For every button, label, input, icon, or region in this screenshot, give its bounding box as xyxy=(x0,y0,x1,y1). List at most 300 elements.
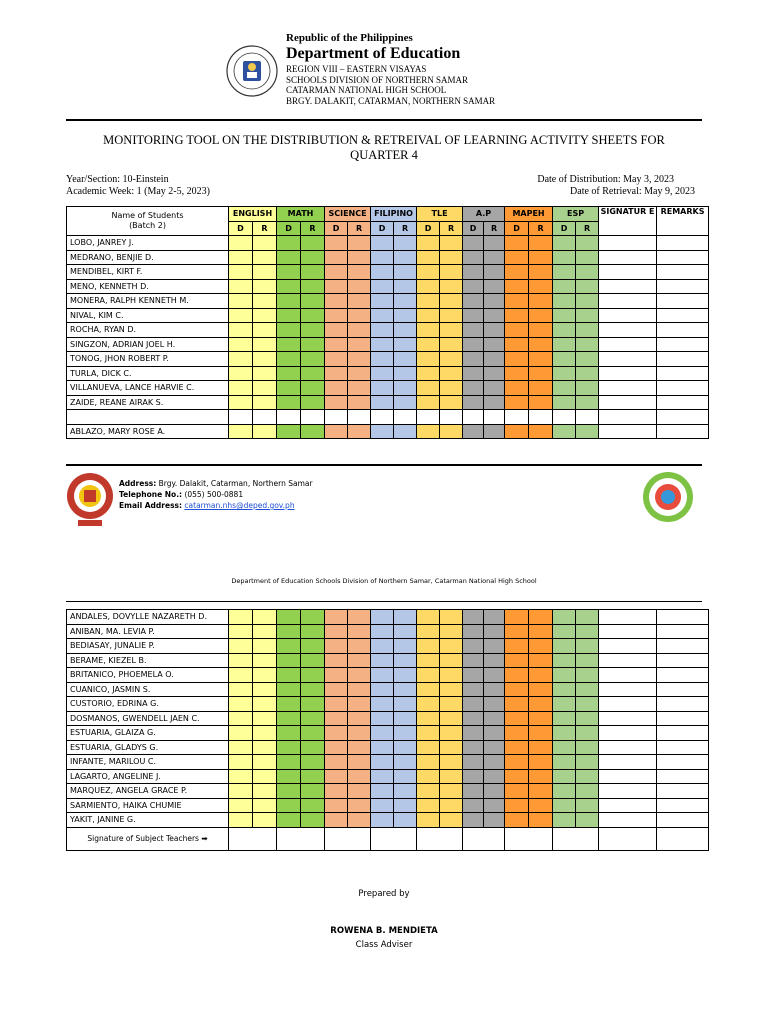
retrieved-checkbox[interactable] xyxy=(301,250,325,265)
signature-cell[interactable] xyxy=(599,697,657,712)
retrieved-checkbox[interactable] xyxy=(348,755,371,770)
signature-cell[interactable] xyxy=(599,610,657,625)
retrieved-checkbox[interactable] xyxy=(440,395,463,410)
retrieved-checkbox[interactable] xyxy=(440,668,463,683)
signature-cell[interactable] xyxy=(599,366,657,381)
retrieved-checkbox[interactable] xyxy=(576,769,599,784)
distributed-checkbox[interactable] xyxy=(553,697,576,712)
remarks-cell[interactable] xyxy=(657,424,709,439)
distributed-checkbox[interactable] xyxy=(463,265,484,280)
distributed-checkbox[interactable] xyxy=(325,250,348,265)
distributed-checkbox[interactable] xyxy=(371,639,394,654)
distributed-checkbox[interactable] xyxy=(371,352,394,367)
retrieved-checkbox[interactable] xyxy=(576,236,599,251)
teacher-signature-cell[interactable] xyxy=(505,827,553,850)
distributed-checkbox[interactable] xyxy=(553,337,576,352)
retrieved-checkbox[interactable] xyxy=(253,294,277,309)
distributed-checkbox[interactable] xyxy=(229,323,253,338)
retrieved-checkbox[interactable] xyxy=(440,813,463,828)
retrieved-checkbox[interactable] xyxy=(484,697,505,712)
retrieved-checkbox[interactable] xyxy=(529,711,553,726)
distributed-checkbox[interactable] xyxy=(417,740,440,755)
distributed-checkbox[interactable] xyxy=(229,755,253,770)
distributed-checkbox[interactable] xyxy=(229,236,253,251)
signature-cell[interactable] xyxy=(599,279,657,294)
retrieved-checkbox[interactable] xyxy=(394,813,417,828)
distributed-checkbox[interactable] xyxy=(325,610,348,625)
distributed-checkbox[interactable] xyxy=(417,813,440,828)
distributed-checkbox[interactable] xyxy=(325,755,348,770)
distributed-checkbox[interactable] xyxy=(277,813,301,828)
distributed-checkbox[interactable] xyxy=(463,337,484,352)
distributed-checkbox[interactable] xyxy=(229,294,253,309)
retrieved-checkbox[interactable] xyxy=(394,624,417,639)
distributed-checkbox[interactable] xyxy=(325,366,348,381)
retrieved-checkbox[interactable] xyxy=(253,424,277,439)
distributed-checkbox[interactable] xyxy=(277,279,301,294)
retrieved-checkbox[interactable] xyxy=(440,381,463,396)
retrieved-checkbox[interactable] xyxy=(484,726,505,741)
distributed-checkbox[interactable] xyxy=(229,726,253,741)
distributed-checkbox[interactable] xyxy=(505,653,529,668)
distributed-checkbox[interactable] xyxy=(463,726,484,741)
remarks-cell[interactable] xyxy=(657,639,709,654)
retrieved-checkbox[interactable] xyxy=(576,323,599,338)
distributed-checkbox[interactable] xyxy=(325,740,348,755)
distributed-checkbox[interactable] xyxy=(371,250,394,265)
retrieved-checkbox[interactable] xyxy=(301,755,325,770)
retrieved-checkbox[interactable] xyxy=(348,682,371,697)
retrieved-checkbox[interactable] xyxy=(253,381,277,396)
distributed-checkbox[interactable] xyxy=(371,798,394,813)
distributed-checkbox[interactable] xyxy=(505,337,529,352)
distributed-checkbox[interactable] xyxy=(277,308,301,323)
teacher-signature-cell[interactable] xyxy=(657,827,709,850)
distributed-checkbox[interactable] xyxy=(463,755,484,770)
distributed-checkbox[interactable] xyxy=(325,395,348,410)
signature-cell[interactable] xyxy=(599,323,657,338)
retrieved-checkbox[interactable] xyxy=(440,682,463,697)
retrieved-checkbox[interactable] xyxy=(440,352,463,367)
retrieved-checkbox[interactable] xyxy=(440,639,463,654)
retrieved-checkbox[interactable] xyxy=(576,624,599,639)
retrieved-checkbox[interactable] xyxy=(348,352,371,367)
distributed-checkbox[interactable] xyxy=(505,769,529,784)
retrieved-checkbox[interactable] xyxy=(348,726,371,741)
distributed-checkbox[interactable] xyxy=(325,265,348,280)
retrieved-checkbox[interactable] xyxy=(348,294,371,309)
retrieved-checkbox[interactable] xyxy=(440,410,463,425)
retrieved-checkbox[interactable] xyxy=(529,395,553,410)
distributed-checkbox[interactable] xyxy=(325,236,348,251)
distributed-checkbox[interactable] xyxy=(505,308,529,323)
retrieved-checkbox[interactable] xyxy=(253,813,277,828)
distributed-checkbox[interactable] xyxy=(371,308,394,323)
retrieved-checkbox[interactable] xyxy=(348,784,371,799)
retrieved-checkbox[interactable] xyxy=(529,653,553,668)
distributed-checkbox[interactable] xyxy=(417,279,440,294)
retrieved-checkbox[interactable] xyxy=(253,337,277,352)
retrieved-checkbox[interactable] xyxy=(253,265,277,280)
distributed-checkbox[interactable] xyxy=(371,653,394,668)
distributed-checkbox[interactable] xyxy=(277,395,301,410)
retrieved-checkbox[interactable] xyxy=(529,236,553,251)
distributed-checkbox[interactable] xyxy=(463,798,484,813)
distributed-checkbox[interactable] xyxy=(277,653,301,668)
retrieved-checkbox[interactable] xyxy=(529,784,553,799)
retrieved-checkbox[interactable] xyxy=(301,323,325,338)
retrieved-checkbox[interactable] xyxy=(440,697,463,712)
distributed-checkbox[interactable] xyxy=(371,395,394,410)
retrieved-checkbox[interactable] xyxy=(301,726,325,741)
distributed-checkbox[interactable] xyxy=(463,624,484,639)
retrieved-checkbox[interactable] xyxy=(348,668,371,683)
retrieved-checkbox[interactable] xyxy=(348,323,371,338)
remarks-cell[interactable] xyxy=(657,798,709,813)
distributed-checkbox[interactable] xyxy=(553,323,576,338)
distributed-checkbox[interactable] xyxy=(505,755,529,770)
retrieved-checkbox[interactable] xyxy=(576,711,599,726)
remarks-cell[interactable] xyxy=(657,769,709,784)
retrieved-checkbox[interactable] xyxy=(394,294,417,309)
retrieved-checkbox[interactable] xyxy=(348,769,371,784)
retrieved-checkbox[interactable] xyxy=(576,639,599,654)
distributed-checkbox[interactable] xyxy=(371,726,394,741)
distributed-checkbox[interactable] xyxy=(277,323,301,338)
retrieved-checkbox[interactable] xyxy=(576,697,599,712)
distributed-checkbox[interactable] xyxy=(277,784,301,799)
remarks-cell[interactable] xyxy=(657,813,709,828)
distributed-checkbox[interactable] xyxy=(463,682,484,697)
distributed-checkbox[interactable] xyxy=(505,624,529,639)
distributed-checkbox[interactable] xyxy=(417,682,440,697)
distributed-checkbox[interactable] xyxy=(325,813,348,828)
retrieved-checkbox[interactable] xyxy=(253,769,277,784)
retrieved-checkbox[interactable] xyxy=(576,755,599,770)
signature-cell[interactable] xyxy=(599,726,657,741)
distributed-checkbox[interactable] xyxy=(417,352,440,367)
distributed-checkbox[interactable] xyxy=(277,265,301,280)
remarks-cell[interactable] xyxy=(657,395,709,410)
retrieved-checkbox[interactable] xyxy=(301,682,325,697)
retrieved-checkbox[interactable] xyxy=(301,798,325,813)
retrieved-checkbox[interactable] xyxy=(301,308,325,323)
distributed-checkbox[interactable] xyxy=(463,813,484,828)
distributed-checkbox[interactable] xyxy=(325,323,348,338)
retrieved-checkbox[interactable] xyxy=(484,323,505,338)
retrieved-checkbox[interactable] xyxy=(301,424,325,439)
retrieved-checkbox[interactable] xyxy=(348,711,371,726)
distributed-checkbox[interactable] xyxy=(417,294,440,309)
retrieved-checkbox[interactable] xyxy=(440,323,463,338)
retrieved-checkbox[interactable] xyxy=(576,726,599,741)
retrieved-checkbox[interactable] xyxy=(576,668,599,683)
remarks-cell[interactable] xyxy=(657,236,709,251)
retrieved-checkbox[interactable] xyxy=(484,410,505,425)
retrieved-checkbox[interactable] xyxy=(348,424,371,439)
retrieved-checkbox[interactable] xyxy=(576,610,599,625)
retrieved-checkbox[interactable] xyxy=(529,308,553,323)
retrieved-checkbox[interactable] xyxy=(253,236,277,251)
retrieved-checkbox[interactable] xyxy=(348,624,371,639)
retrieved-checkbox[interactable] xyxy=(529,294,553,309)
distributed-checkbox[interactable] xyxy=(277,740,301,755)
retrieved-checkbox[interactable] xyxy=(348,366,371,381)
retrieved-checkbox[interactable] xyxy=(301,337,325,352)
retrieved-checkbox[interactable] xyxy=(529,381,553,396)
distributed-checkbox[interactable] xyxy=(277,682,301,697)
distributed-checkbox[interactable] xyxy=(229,682,253,697)
retrieved-checkbox[interactable] xyxy=(301,265,325,280)
retrieved-checkbox[interactable] xyxy=(394,381,417,396)
retrieved-checkbox[interactable] xyxy=(253,755,277,770)
distributed-checkbox[interactable] xyxy=(417,424,440,439)
retrieved-checkbox[interactable] xyxy=(394,279,417,294)
distributed-checkbox[interactable] xyxy=(417,798,440,813)
retrieved-checkbox[interactable] xyxy=(440,610,463,625)
signature-cell[interactable] xyxy=(599,784,657,799)
distributed-checkbox[interactable] xyxy=(325,653,348,668)
retrieved-checkbox[interactable] xyxy=(529,352,553,367)
distributed-checkbox[interactable] xyxy=(505,697,529,712)
retrieved-checkbox[interactable] xyxy=(301,668,325,683)
signature-cell[interactable] xyxy=(599,381,657,396)
distributed-checkbox[interactable] xyxy=(553,784,576,799)
distributed-checkbox[interactable] xyxy=(229,769,253,784)
distributed-checkbox[interactable] xyxy=(371,755,394,770)
distributed-checkbox[interactable] xyxy=(417,697,440,712)
retrieved-checkbox[interactable] xyxy=(253,726,277,741)
retrieved-checkbox[interactable] xyxy=(576,410,599,425)
distributed-checkbox[interactable] xyxy=(229,668,253,683)
distributed-checkbox[interactable] xyxy=(417,381,440,396)
remarks-cell[interactable] xyxy=(657,294,709,309)
distributed-checkbox[interactable] xyxy=(325,381,348,396)
retrieved-checkbox[interactable] xyxy=(484,740,505,755)
teacher-signature-cell[interactable] xyxy=(277,827,325,850)
distributed-checkbox[interactable] xyxy=(553,294,576,309)
retrieved-checkbox[interactable] xyxy=(484,769,505,784)
teacher-signature-cell[interactable] xyxy=(325,827,371,850)
distributed-checkbox[interactable] xyxy=(463,395,484,410)
retrieved-checkbox[interactable] xyxy=(301,610,325,625)
distributed-checkbox[interactable] xyxy=(553,755,576,770)
retrieved-checkbox[interactable] xyxy=(348,639,371,654)
retrieved-checkbox[interactable] xyxy=(576,653,599,668)
remarks-cell[interactable] xyxy=(657,755,709,770)
distributed-checkbox[interactable] xyxy=(371,366,394,381)
distributed-checkbox[interactable] xyxy=(463,308,484,323)
retrieved-checkbox[interactable] xyxy=(348,279,371,294)
retrieved-checkbox[interactable] xyxy=(576,265,599,280)
signature-cell[interactable] xyxy=(599,624,657,639)
teacher-signature-cell[interactable] xyxy=(599,827,657,850)
retrieved-checkbox[interactable] xyxy=(301,653,325,668)
retrieved-checkbox[interactable] xyxy=(529,337,553,352)
retrieved-checkbox[interactable] xyxy=(394,668,417,683)
retrieved-checkbox[interactable] xyxy=(484,798,505,813)
distributed-checkbox[interactable] xyxy=(553,265,576,280)
retrieved-checkbox[interactable] xyxy=(529,697,553,712)
retrieved-checkbox[interactable] xyxy=(253,653,277,668)
distributed-checkbox[interactable] xyxy=(417,610,440,625)
retrieved-checkbox[interactable] xyxy=(484,711,505,726)
remarks-cell[interactable] xyxy=(657,610,709,625)
signature-cell[interactable] xyxy=(599,668,657,683)
remarks-cell[interactable] xyxy=(657,337,709,352)
distributed-checkbox[interactable] xyxy=(277,624,301,639)
retrieved-checkbox[interactable] xyxy=(529,366,553,381)
retrieved-checkbox[interactable] xyxy=(301,784,325,799)
remarks-cell[interactable] xyxy=(657,352,709,367)
distributed-checkbox[interactable] xyxy=(553,639,576,654)
retrieved-checkbox[interactable] xyxy=(253,366,277,381)
remarks-cell[interactable] xyxy=(657,381,709,396)
distributed-checkbox[interactable] xyxy=(229,813,253,828)
distributed-checkbox[interactable] xyxy=(463,250,484,265)
distributed-checkbox[interactable] xyxy=(371,323,394,338)
retrieved-checkbox[interactable] xyxy=(394,337,417,352)
retrieved-checkbox[interactable] xyxy=(394,769,417,784)
distributed-checkbox[interactable] xyxy=(229,653,253,668)
distributed-checkbox[interactable] xyxy=(417,250,440,265)
distributed-checkbox[interactable] xyxy=(229,424,253,439)
retrieved-checkbox[interactable] xyxy=(394,352,417,367)
retrieved-checkbox[interactable] xyxy=(394,395,417,410)
distributed-checkbox[interactable] xyxy=(325,337,348,352)
retrieved-checkbox[interactable] xyxy=(484,784,505,799)
distributed-checkbox[interactable] xyxy=(277,711,301,726)
distributed-checkbox[interactable] xyxy=(371,769,394,784)
retrieved-checkbox[interactable] xyxy=(440,236,463,251)
teacher-signature-cell[interactable] xyxy=(553,827,599,850)
retrieved-checkbox[interactable] xyxy=(440,798,463,813)
retrieved-checkbox[interactable] xyxy=(529,755,553,770)
distributed-checkbox[interactable] xyxy=(553,682,576,697)
distributed-checkbox[interactable] xyxy=(417,639,440,654)
distributed-checkbox[interactable] xyxy=(505,323,529,338)
distributed-checkbox[interactable] xyxy=(325,711,348,726)
remarks-cell[interactable] xyxy=(657,682,709,697)
distributed-checkbox[interactable] xyxy=(505,740,529,755)
remarks-cell[interactable] xyxy=(657,265,709,280)
retrieved-checkbox[interactable] xyxy=(576,279,599,294)
distributed-checkbox[interactable] xyxy=(553,395,576,410)
retrieved-checkbox[interactable] xyxy=(301,711,325,726)
retrieved-checkbox[interactable] xyxy=(484,352,505,367)
distributed-checkbox[interactable] xyxy=(417,323,440,338)
retrieved-checkbox[interactable] xyxy=(440,740,463,755)
retrieved-checkbox[interactable] xyxy=(394,610,417,625)
distributed-checkbox[interactable] xyxy=(229,395,253,410)
retrieved-checkbox[interactable] xyxy=(484,610,505,625)
distributed-checkbox[interactable] xyxy=(371,813,394,828)
distributed-checkbox[interactable] xyxy=(505,610,529,625)
retrieved-checkbox[interactable] xyxy=(440,769,463,784)
distributed-checkbox[interactable] xyxy=(505,265,529,280)
distributed-checkbox[interactable] xyxy=(463,410,484,425)
teacher-signature-cell[interactable] xyxy=(371,827,417,850)
distributed-checkbox[interactable] xyxy=(229,308,253,323)
retrieved-checkbox[interactable] xyxy=(576,798,599,813)
retrieved-checkbox[interactable] xyxy=(440,711,463,726)
distributed-checkbox[interactable] xyxy=(417,410,440,425)
retrieved-checkbox[interactable] xyxy=(576,294,599,309)
distributed-checkbox[interactable] xyxy=(325,784,348,799)
distributed-checkbox[interactable] xyxy=(553,279,576,294)
distributed-checkbox[interactable] xyxy=(417,668,440,683)
retrieved-checkbox[interactable] xyxy=(440,726,463,741)
retrieved-checkbox[interactable] xyxy=(440,653,463,668)
retrieved-checkbox[interactable] xyxy=(484,279,505,294)
distributed-checkbox[interactable] xyxy=(277,294,301,309)
signature-cell[interactable] xyxy=(599,352,657,367)
distributed-checkbox[interactable] xyxy=(505,682,529,697)
distributed-checkbox[interactable] xyxy=(229,711,253,726)
retrieved-checkbox[interactable] xyxy=(394,798,417,813)
retrieved-checkbox[interactable] xyxy=(484,294,505,309)
distributed-checkbox[interactable] xyxy=(371,624,394,639)
retrieved-checkbox[interactable] xyxy=(253,250,277,265)
remarks-cell[interactable] xyxy=(657,653,709,668)
retrieved-checkbox[interactable] xyxy=(529,279,553,294)
distributed-checkbox[interactable] xyxy=(463,784,484,799)
distributed-checkbox[interactable] xyxy=(463,639,484,654)
retrieved-checkbox[interactable] xyxy=(394,711,417,726)
remarks-cell[interactable] xyxy=(657,366,709,381)
distributed-checkbox[interactable] xyxy=(229,250,253,265)
remarks-cell[interactable] xyxy=(657,697,709,712)
retrieved-checkbox[interactable] xyxy=(348,236,371,251)
distributed-checkbox[interactable] xyxy=(553,668,576,683)
retrieved-checkbox[interactable] xyxy=(529,639,553,654)
distributed-checkbox[interactable] xyxy=(277,769,301,784)
distributed-checkbox[interactable] xyxy=(277,755,301,770)
retrieved-checkbox[interactable] xyxy=(253,624,277,639)
distributed-checkbox[interactable] xyxy=(325,308,348,323)
retrieved-checkbox[interactable] xyxy=(484,639,505,654)
signature-cell[interactable] xyxy=(599,653,657,668)
remarks-cell[interactable] xyxy=(657,323,709,338)
distributed-checkbox[interactable] xyxy=(463,668,484,683)
distributed-checkbox[interactable] xyxy=(463,740,484,755)
retrieved-checkbox[interactable] xyxy=(440,337,463,352)
remarks-cell[interactable] xyxy=(657,308,709,323)
retrieved-checkbox[interactable] xyxy=(529,668,553,683)
retrieved-checkbox[interactable] xyxy=(484,250,505,265)
remarks-cell[interactable] xyxy=(657,250,709,265)
retrieved-checkbox[interactable] xyxy=(301,769,325,784)
retrieved-checkbox[interactable] xyxy=(529,769,553,784)
signature-cell[interactable] xyxy=(599,798,657,813)
distributed-checkbox[interactable] xyxy=(505,250,529,265)
retrieved-checkbox[interactable] xyxy=(440,279,463,294)
distributed-checkbox[interactable] xyxy=(371,410,394,425)
distributed-checkbox[interactable] xyxy=(463,366,484,381)
distributed-checkbox[interactable] xyxy=(505,668,529,683)
retrieved-checkbox[interactable] xyxy=(440,784,463,799)
retrieved-checkbox[interactable] xyxy=(301,381,325,396)
signature-cell[interactable] xyxy=(599,410,657,425)
distributed-checkbox[interactable] xyxy=(553,366,576,381)
distributed-checkbox[interactable] xyxy=(229,410,253,425)
distributed-checkbox[interactable] xyxy=(463,294,484,309)
retrieved-checkbox[interactable] xyxy=(394,410,417,425)
retrieved-checkbox[interactable] xyxy=(348,798,371,813)
distributed-checkbox[interactable] xyxy=(417,337,440,352)
distributed-checkbox[interactable] xyxy=(325,726,348,741)
distributed-checkbox[interactable] xyxy=(277,352,301,367)
